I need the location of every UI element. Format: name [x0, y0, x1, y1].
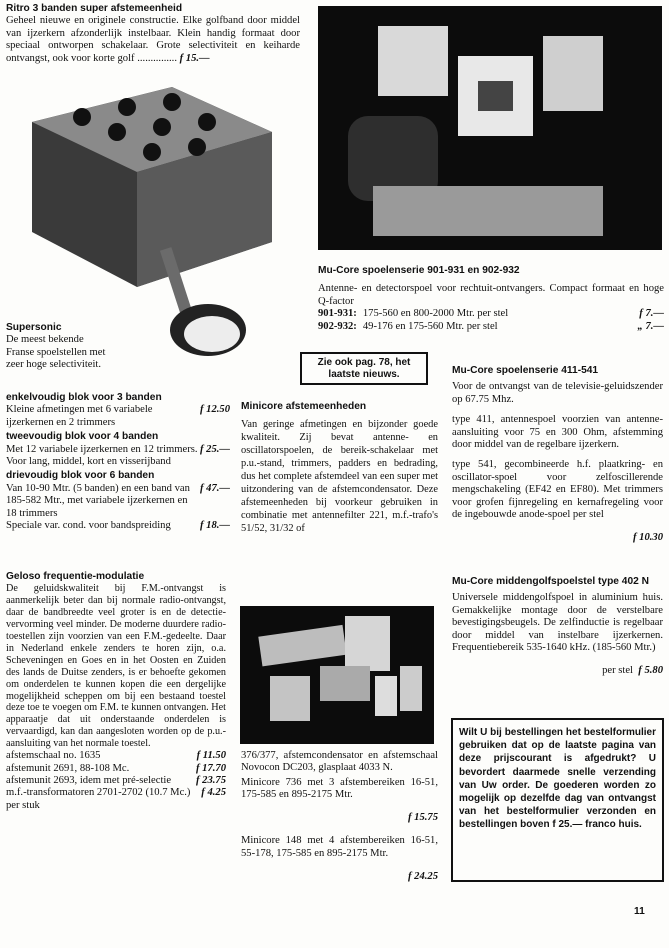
mid-title: Mu-Core middengolfspoelstel type 402 N — [452, 576, 649, 587]
s411-section — [452, 365, 663, 555]
ritro-price: f 15.— — [179, 52, 210, 64]
geloso-item: afstemschaal no. 1635 f 11.50 — [6, 750, 226, 762]
mid-body: Universele middengolfspoel in aluminium huis. Gemakkelijke montage door de verstelbare bevestigingsbeugels. De zelfinductie is regelbaar door middel van instelbare ijzerkernen. Frequentiebereik 535-1640 kHz. (185-560 Mtr.) — [452, 592, 663, 654]
mucore-row: 902-932: 49-176 en 175-560 Mtr. per stel „ 7.— — [318, 320, 664, 332]
mc148-text: Minicore 148 met 4 afstembereiken 16-51, 55-178, 175-585 en 895-2175 Mtr. — [241, 835, 438, 859]
ritro-title: Ritro 3 banden super afstemeenheid — [6, 3, 183, 14]
ritro-body: Geheel nieuwe en originele constructie. Elke golfband door middel van ijzerkern afzonderlijk instelbaar. Klein handig formaat door speciaal ontworpen schakelaar. Grote selectiviteit en keiharde ontvangst, ook voor korte golf ............... f 15.— — [6, 15, 300, 64]
drie-title: drievoudig blok voor 6 banden — [6, 470, 155, 482]
mucore-901-section — [318, 265, 664, 333]
blocks-section — [6, 392, 230, 532]
geloso-section — [6, 571, 226, 812]
minicore-models — [241, 750, 438, 894]
minicore-photo — [240, 606, 434, 744]
mucore-body: Antenne- en detectorspoel voor rechtuit-ontvangers. Compact formaat en hoge Q-factor — [318, 283, 664, 307]
minicore-section — [241, 401, 438, 536]
minicore-body-2: 376/377, afstemcondensator en afstemschaal Novocon DC203, glasplaat 4033 N. — [241, 750, 438, 774]
order-notice-text: Wilt U bij bestellingen het bestelformulier gebruiken dat op de laatste pagina van deze prijscourant is afgedrukt? U bevordert daarmede snelle verzending van Uw order. De goederen worden zo mogelijk op dezelfde dag van ontvangst van het bestelformulier verzonden en bestellingen boven f 25.— franco huis. — [459, 727, 656, 831]
geloso-body: De geluidskwaliteit bij F.M.-ontvangst is aanmerkelijk beter dan bij normale radio-ontvangst, daar de bandbreedte veel groter is en de detectie-vervorming veel minder. De moderne duurdere radio-toestellen zijn voorzien van een F.M.-gedeelte. Daar in Nederland enkele zenders te horen zijn, o.a. Scheveningen en Goes en in het Oosten en Zuiden des lands de Duitse zenders, is er behoefte gekomen om onderdelen te kunnen kopen die een dergelijke mogelijkheid scheppen om bij een bestaand toestel deze toe te voegen om F.M. te kunnen ontvangen. Het apparaatje dat uit onderstaande onderdelen is vervaardigd, kan dan aangesloten worden op de p.u.-aansluiting van het normale toestel. — [6, 583, 226, 750]
geloso-item: afstemunit 2691, 88-108 Mc. f 17.70 — [6, 762, 226, 774]
mucore-price-rows — [318, 308, 664, 333]
geloso-title: Geloso frequentie-modulatie — [6, 571, 145, 582]
geloso-item: afstemunit 2693, idem met pré-selectie f 23.75 — [6, 774, 226, 786]
mc148-price: f 24.25 — [407, 870, 438, 882]
drie-row-2: Speciale var. cond. voor bandspreiding f 18.— — [6, 520, 230, 532]
order-notice-box — [451, 718, 664, 882]
geloso-price-list — [6, 750, 226, 812]
zie-ook-box — [300, 352, 428, 385]
type541-price: f 10.30 — [632, 532, 663, 544]
twee-title: tweevoudig blok voor 4 banden — [6, 431, 159, 443]
mid-section — [452, 576, 663, 688]
mucore-title: Mu-Core spoelenserie 901-931 en 902-932 — [318, 265, 520, 276]
s411-title: Mu-Core spoelenserie 411-541 — [452, 365, 599, 376]
s411-body: Voor de ontvangst van de televisie-geluidszender op 67.75 Mhz. — [452, 381, 663, 405]
page-number: 11 — [634, 906, 645, 917]
mc736-text: Minicore 736 met 3 afstembereiken 16-51, 175-585 en 895-2175 Mtr. — [241, 776, 438, 801]
twee-row: Met 12 variabele ijzerkernen en 12 trimmers. Voor lang, middel, kort en visserijband f 25.— — [6, 443, 230, 468]
minicore-body: Van geringe afmetingen en bijzonder goede kwaliteit. Zij bevat antenne- en oscillatorspoelen, de bereik-schakelaar met p.u.-stand, trimmers, padders en bedrading, dus het complete afstemdeel van een super met uitzondering van de afstemcondensator. Deze afstemeenheden bij voorkeur gebruiken in combinatie met antennefilter 221, m.f.-trafo's 51/52, 31/32 of — [241, 419, 438, 534]
supersonic-section — [6, 322, 106, 372]
supersonic-body: De meest bekende Franse spoelstellen met zeer hoge selectiviteit. — [6, 334, 106, 371]
ritro-section — [6, 3, 300, 65]
enkel-row: Kleine afmetingen met 6 variabele ijzerkernen en 2 trimmers f 12.50 — [6, 404, 230, 428]
drie-row: Van 10-90 Mtr. (5 banden) en een band van 185-582 Mtr., met variabele ijzerkernen en 18 trimmers f 47.— — [6, 482, 230, 519]
zie-ook-text: Zie ook pag. 78, het laatste nieuws. — [317, 357, 411, 380]
mid-price-line: per stel f 5.80 — [602, 665, 663, 677]
mucore-row: 901-931: 175-560 en 800-2000 Mtr. per stel f 7.— — [318, 308, 664, 320]
enkel-title: enkelvoudig blok voor 3 banden — [6, 392, 162, 403]
supersonic-title: Supersonic — [6, 322, 62, 333]
minicore-title: Minicore afstemeenheden — [241, 401, 367, 412]
geloso-item: m.f.-transformatoren 2701-2702 (10.7 Mc.) per stuk f 4.25 — [6, 787, 226, 811]
mc736-price: f 15.75 — [407, 812, 438, 824]
mucore-coils-photo — [318, 6, 662, 250]
type541-text: type 541, gecombineerde h.f. plaatkring- en oscillator-spoel voor zelfoscillerende mengschakeling (EF42 en EF80). Met trimmers voor grofen fijnregeling en kernafregeling voor de ingebouwde anode-spoel per stel — [452, 459, 663, 521]
type411-text: type 411, antennespoel voorzien van antenne-aansluiting voor 75 en 300 Ohm, afstemming door middel van de regelbare ijzerkern. — [452, 414, 663, 451]
